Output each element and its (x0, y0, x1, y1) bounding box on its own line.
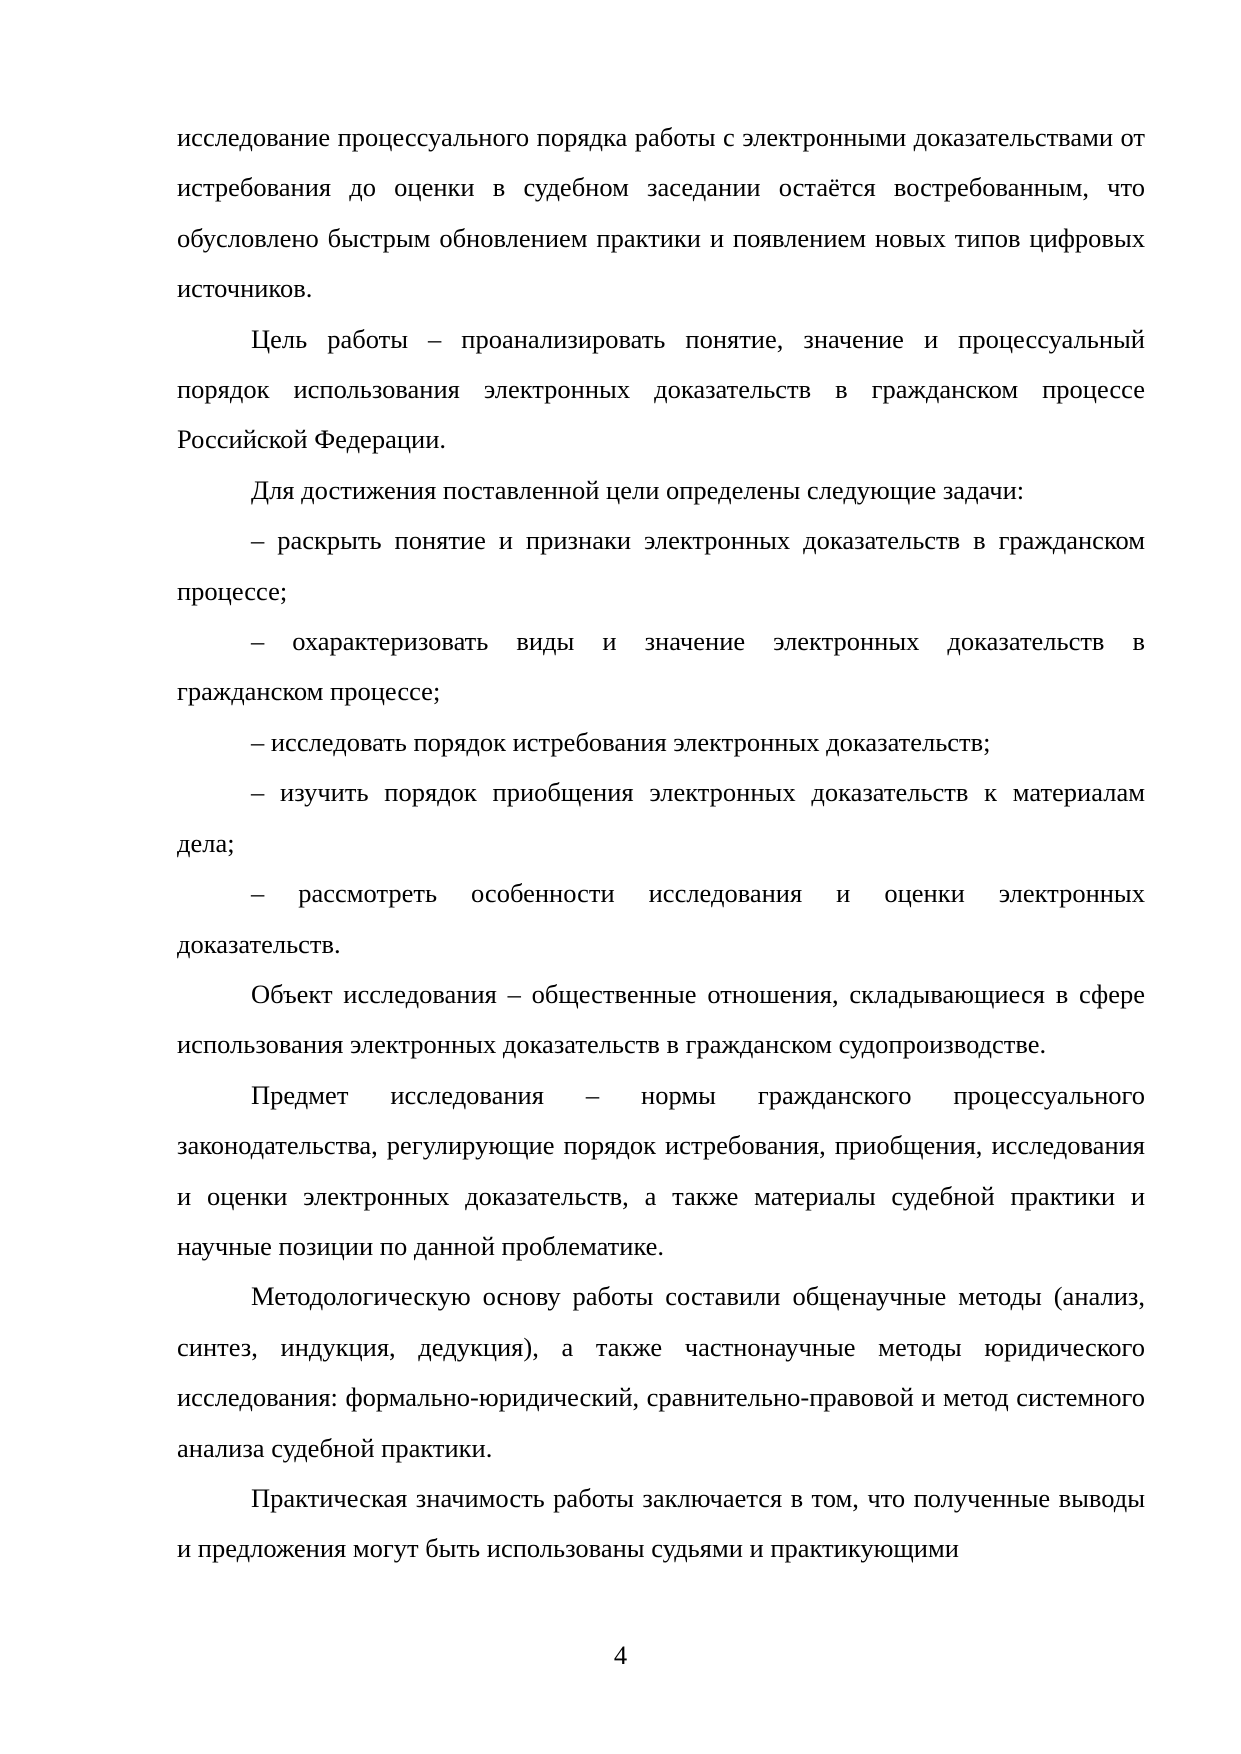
paragraph-intro-continuation: исследование процессуального порядка работы с электронными доказательствами от истребования до оценки в судебном заседании остаётся востребованным, что обусловлено быстрым обновлением практики и появлением новых типов цифровых источников. (177, 122, 1145, 304)
page-number: 4 (613, 1640, 628, 1670)
paragraph-tasks-intro: Для достижения поставленной цели определены следующие задачи: (251, 474, 1025, 505)
task-item-4: – изучить порядок приобщения электронных доказательств к материалам дела; (177, 777, 1145, 858)
task-item-3: – исследовать порядок истребования электронных доказательств; (251, 726, 991, 757)
paragraph-practical-significance: Практическая значимость работы заключается в том, что полученные выводы и предложения могут быть использованы судьями и практикующими (177, 1482, 1145, 1564)
body-text (177, 112, 1145, 1574)
paragraph-goal: Цель работы – проанализировать понятие, значение и процессуальный порядок использования электронных доказательств в гражданском процессе Российской Федерации. (177, 323, 1145, 455)
task-item-5: – рассмотреть особенности исследования и оценки электронных доказательств. (177, 878, 1145, 959)
paragraph-methodology: Методологическую основу работы составили общенаучные методы (анализ, синтез, индукция, дедукция), а также частнонаучные методы юридического исследования: формально-юридический, сравнительно-правовой и метод системного анализа судебной практики. (177, 1281, 1145, 1463)
task-item-2: – охарактеризовать виды и значение электронных доказательств в гражданском процессе; (177, 626, 1145, 707)
task-item-1: – раскрыть понятие и признаки электронных доказательств в гражданском процессе; (177, 525, 1145, 606)
paragraph-object: Объект исследования – общественные отношения, складывающиеся в сфере использования электронных доказательств в гражданском судопроизводстве. (177, 978, 1145, 1060)
paragraph-subject: Предмет исследования – нормы гражданского процессуального законодательства, регулирующие порядок истребования, приобщения, исследования и оценки электронных доказательств, а также материалы судебной практики и научные позиции по данной проблематике. (177, 1079, 1145, 1261)
